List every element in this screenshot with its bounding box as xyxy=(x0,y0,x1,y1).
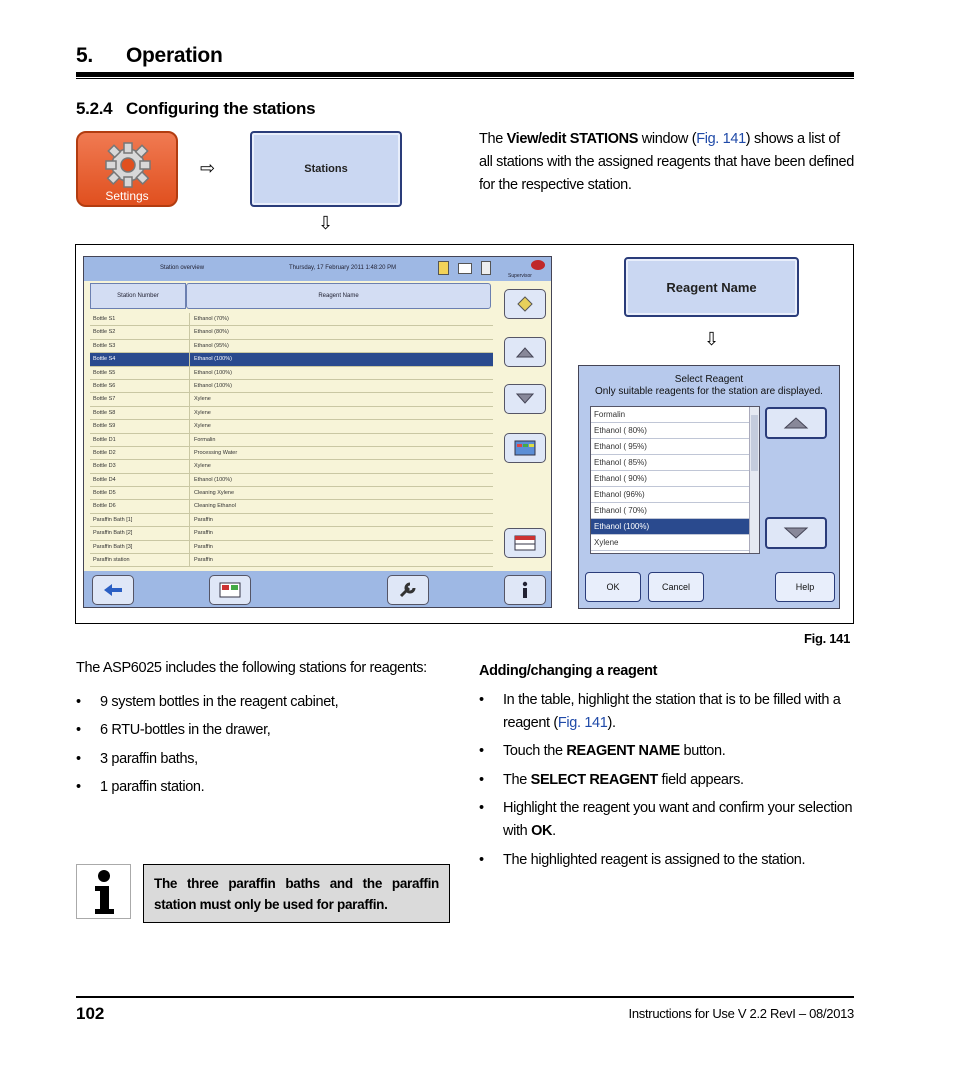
scroll-down-button[interactable] xyxy=(504,384,546,414)
table-row[interactable] xyxy=(90,393,493,406)
reagent-cell: Paraffin xyxy=(194,530,213,537)
list-item[interactable]: Ethanol ( 80%) xyxy=(591,423,749,439)
table-row[interactable] xyxy=(90,554,493,567)
wrench-icon xyxy=(398,581,418,599)
footer-rule xyxy=(76,996,854,998)
table-row[interactable] xyxy=(90,460,493,473)
header-rule xyxy=(76,72,854,77)
bullet: • xyxy=(479,743,484,759)
reagent-items xyxy=(591,407,759,551)
reagent-cell: Xylene xyxy=(194,463,211,470)
list-item-text-2 xyxy=(503,820,556,843)
table-row[interactable] xyxy=(90,527,493,540)
list-item[interactable]: Formalin xyxy=(591,407,749,423)
text-pre: The xyxy=(503,772,531,788)
tables-icon xyxy=(219,582,241,598)
screen-datetime: Thursday, 17 February 2011 1:48:20 PM xyxy=(289,265,397,271)
table-row[interactable] xyxy=(90,514,493,527)
list-item-text: 6 RTU-bottles in the drawer, xyxy=(100,722,271,738)
reagent-cell: Ethanol (100%) xyxy=(194,369,232,376)
stations-button[interactable] xyxy=(250,131,402,207)
table-row[interactable] xyxy=(90,500,493,513)
text-post: button. xyxy=(679,743,726,759)
text-bold: SELECT REAGENT xyxy=(530,772,658,788)
station-cell: Bottle S6 xyxy=(90,380,190,392)
table-row[interactable] xyxy=(90,326,493,339)
reagent-cell: Ethanol (100%) xyxy=(194,356,232,363)
text-post: ). xyxy=(607,715,616,731)
footer-text: Instructions for Use V 2.2 RevI – 08/2013 xyxy=(628,1006,854,1021)
list-item-text: 9 system bottles in the reagent cabinet, xyxy=(100,694,339,710)
table-row[interactable] xyxy=(90,313,493,326)
reagent-cell: Cleaning Ethanol xyxy=(194,503,236,510)
arrow-down-icon: ⇩ xyxy=(318,213,334,233)
col-reagent-name-label: Reagent Name xyxy=(318,293,359,299)
list-item[interactable]: Xylene xyxy=(591,535,749,551)
user-label: Supervisor xyxy=(508,273,532,279)
info-glyph-icon xyxy=(77,865,130,918)
station-cell: Bottle S3 xyxy=(90,340,190,352)
text-pre: Touch the xyxy=(503,743,567,759)
list-item xyxy=(479,849,855,872)
station-cell: Bottle D6 xyxy=(90,500,190,512)
list-item-text: 1 paraffin station. xyxy=(100,779,205,795)
col-reagent-name[interactable] xyxy=(186,283,491,309)
list-item-text: Highlight the reagent you want and confirm your selection xyxy=(503,800,853,816)
reagent-cell: Cleaning Xylene xyxy=(194,490,235,497)
table-row[interactable] xyxy=(90,367,493,380)
station-overview-screen xyxy=(83,256,552,608)
list-item-text: In the table, highlight the station that is to be filled with a xyxy=(503,692,841,708)
text-post: field appears. xyxy=(657,772,744,788)
page-number: 102 xyxy=(76,1004,105,1023)
info-icon xyxy=(76,864,131,919)
list-item xyxy=(479,769,855,792)
info-icon xyxy=(518,581,532,599)
station-cell: Paraffin Bath [2] xyxy=(90,527,190,539)
screen-header xyxy=(84,257,551,281)
reagents-icon xyxy=(514,440,536,456)
table-row[interactable] xyxy=(90,420,493,433)
station-cell: Paraffin Bath [1] xyxy=(90,514,190,526)
list-item[interactable]: Ethanol ( 90%) xyxy=(591,471,749,487)
list-item xyxy=(479,740,855,763)
ok-button[interactable] xyxy=(585,572,641,602)
reagent-cell: Paraffin xyxy=(194,543,213,550)
settings-button[interactable] xyxy=(76,131,178,207)
text-bold: REAGENT NAME xyxy=(566,743,680,759)
help-button[interactable] xyxy=(504,575,546,605)
header-rule-thin xyxy=(76,78,854,79)
select-reagent-title: Select Reagent xyxy=(674,374,744,385)
table-row[interactable] xyxy=(90,353,493,366)
section-title: Configuring the stations xyxy=(126,99,316,118)
intro-mid: window ( xyxy=(638,131,697,147)
arrow-right-icon: ⇨ xyxy=(200,158,216,178)
adding-heading: Adding/changing a reagent xyxy=(479,663,658,679)
reagent-cell: Ethanol (100%) xyxy=(194,476,232,483)
reagent-cell: Paraffin xyxy=(194,557,213,564)
station-table xyxy=(90,313,493,567)
chapter-heading xyxy=(76,44,222,68)
bullet: • xyxy=(76,694,81,710)
tables-button[interactable] xyxy=(209,575,251,605)
bullet: • xyxy=(479,800,484,816)
bullet: • xyxy=(479,692,484,708)
station-cell: Paraffin Bath [3] xyxy=(90,541,190,553)
arrow-down-icon xyxy=(783,526,809,540)
list-down-button[interactable] xyxy=(765,517,827,549)
list-item xyxy=(479,689,855,735)
list-item xyxy=(76,719,436,742)
reagent-name-label: Reagent Name xyxy=(666,279,757,295)
col-station-number-label: Station Number xyxy=(117,293,159,299)
reagent-cell: Ethanol (70%) xyxy=(194,316,229,322)
col-station-number[interactable] xyxy=(90,283,186,309)
station-cell: Bottle D1 xyxy=(90,434,190,446)
scroll-up-button[interactable] xyxy=(504,337,546,367)
list-up-button[interactable] xyxy=(765,407,827,439)
reagent-cell: Processing Water xyxy=(194,449,238,456)
chapter-number: 5. xyxy=(76,44,93,67)
intro-paragraph xyxy=(479,128,855,197)
arrow-up-icon xyxy=(783,416,809,430)
reagent-cell: Ethanol (80%) xyxy=(194,329,229,336)
table-row[interactable] xyxy=(90,340,493,353)
list-item-text xyxy=(503,769,744,792)
reagent-cell: Formalin xyxy=(194,436,216,443)
station-cell: Bottle S7 xyxy=(90,393,190,405)
reagent-list-scrollbar[interactable] xyxy=(749,407,759,553)
list-item xyxy=(76,691,436,714)
list-item[interactable]: Ethanol ( 85%) xyxy=(591,455,749,471)
table-row[interactable] xyxy=(90,487,493,500)
station-cell: Bottle S5 xyxy=(90,367,190,379)
gear-icon xyxy=(102,139,154,191)
section-number: 5.2.4 xyxy=(76,99,113,118)
station-cell: Bottle D5 xyxy=(90,487,190,499)
table-row[interactable] xyxy=(90,447,493,460)
help-dialog-button[interactable] xyxy=(775,572,835,602)
list-item[interactable]: Ethanol ( 70%) xyxy=(591,503,749,519)
screen-bottom-bar xyxy=(84,571,551,608)
select-reagent-panel xyxy=(578,365,840,609)
reagents-button[interactable] xyxy=(504,433,546,463)
cancel-label: Cancel xyxy=(661,582,690,592)
substitute-button[interactable] xyxy=(504,528,546,558)
logo-icon xyxy=(531,260,545,270)
list-item-text: The highlighted reagent is assigned to the station. xyxy=(503,852,806,868)
reagent-cell: Xylene xyxy=(194,409,211,416)
bullet: • xyxy=(76,779,81,795)
list-item xyxy=(76,748,436,771)
list-item-text: 3 paraffin baths, xyxy=(100,751,198,767)
bullet: • xyxy=(76,751,81,767)
station-cell: Bottle D3 xyxy=(90,460,190,472)
screen-title: Station overview xyxy=(160,265,205,271)
arrow-down-icon: ⇩ xyxy=(704,329,720,349)
station-cell: Bottle D2 xyxy=(90,447,190,459)
station-cell: Bottle S9 xyxy=(90,420,190,432)
intro-bold: View/edit STATIONS xyxy=(506,131,639,147)
back-arrow-icon xyxy=(102,583,124,597)
section-heading xyxy=(76,99,315,119)
reagent-cell: Xylene xyxy=(194,396,211,403)
intro-post: ) shows a list of all stations with the assigned reagents that have been defined for the respective station. xyxy=(479,131,854,193)
list-item xyxy=(76,776,436,799)
back-button[interactable] xyxy=(92,575,134,605)
reagent-cell: Paraffin xyxy=(194,516,213,523)
bullet: • xyxy=(76,722,81,738)
reagent-cell: Ethanol (95%) xyxy=(194,342,229,349)
station-cell: Bottle S1 xyxy=(90,313,190,325)
select-reagent-title-block xyxy=(579,374,839,398)
list-item-text-2 xyxy=(503,712,616,735)
cancel-button[interactable] xyxy=(648,572,704,602)
fig-link[interactable]: Fig. 141 xyxy=(696,131,746,147)
select-reagent-subtitle: Only suitable reagents for the station are displayed. xyxy=(595,386,823,397)
note-box: The three paraffin baths and the paraffin station must only be used for paraffin. xyxy=(143,864,450,923)
station-cell: Bottle D4 xyxy=(90,474,190,486)
text-post: . xyxy=(552,823,556,839)
ok-label: OK xyxy=(606,582,620,592)
stations-intro: The ASP6025 includes the following stations for reagents: xyxy=(76,660,427,676)
list-item[interactable]: Ethanol (100%) xyxy=(591,519,749,535)
station-cell: Bottle S2 xyxy=(90,326,190,338)
text-bold: OK xyxy=(531,823,553,839)
help-label: Help xyxy=(795,582,815,592)
stations-label: Stations xyxy=(304,163,348,175)
reagent-cell: Xylene xyxy=(194,423,211,430)
table-row[interactable] xyxy=(90,474,493,487)
station-cell: Bottle S4 xyxy=(90,353,190,365)
text-pre: reagent ( xyxy=(503,715,558,731)
figure-label: Fig. 141 xyxy=(804,631,851,646)
table-row[interactable] xyxy=(90,541,493,554)
lock-icon[interactable] xyxy=(481,261,491,275)
edit-button[interactable] xyxy=(504,289,546,319)
reagent-list[interactable] xyxy=(590,406,760,554)
scrollbar-thumb[interactable] xyxy=(751,415,758,471)
list-item[interactable]: Ethanol (96%) xyxy=(591,487,749,503)
display-icon[interactable] xyxy=(458,263,472,274)
fig-link[interactable]: Fig. 141 xyxy=(557,715,608,731)
table-row[interactable] xyxy=(90,407,493,420)
settings-label: Settings xyxy=(105,189,149,203)
table-row[interactable] xyxy=(90,434,493,447)
text-pre: with xyxy=(503,823,532,839)
bullet: • xyxy=(479,772,484,788)
list-item[interactable]: Ethanol ( 95%) xyxy=(591,439,749,455)
station-cell: Bottle S8 xyxy=(90,407,190,419)
edit-icon xyxy=(515,295,535,313)
bullet: • xyxy=(479,852,484,868)
arrow-up-icon xyxy=(515,345,535,359)
arrow-down-icon xyxy=(515,392,535,406)
service-button[interactable] xyxy=(387,575,429,605)
list-item xyxy=(479,797,855,843)
list-item-text xyxy=(503,740,725,763)
notes-icon[interactable] xyxy=(438,261,449,275)
table-icon xyxy=(514,535,536,551)
reagent-cell: Ethanol (100%) xyxy=(194,382,232,389)
table-row[interactable] xyxy=(90,380,493,393)
station-cell: Paraffin station xyxy=(90,554,190,566)
intro-pre: The xyxy=(479,131,507,147)
chapter-title: Operation xyxy=(126,44,223,67)
reagent-name-button[interactable] xyxy=(624,257,799,317)
